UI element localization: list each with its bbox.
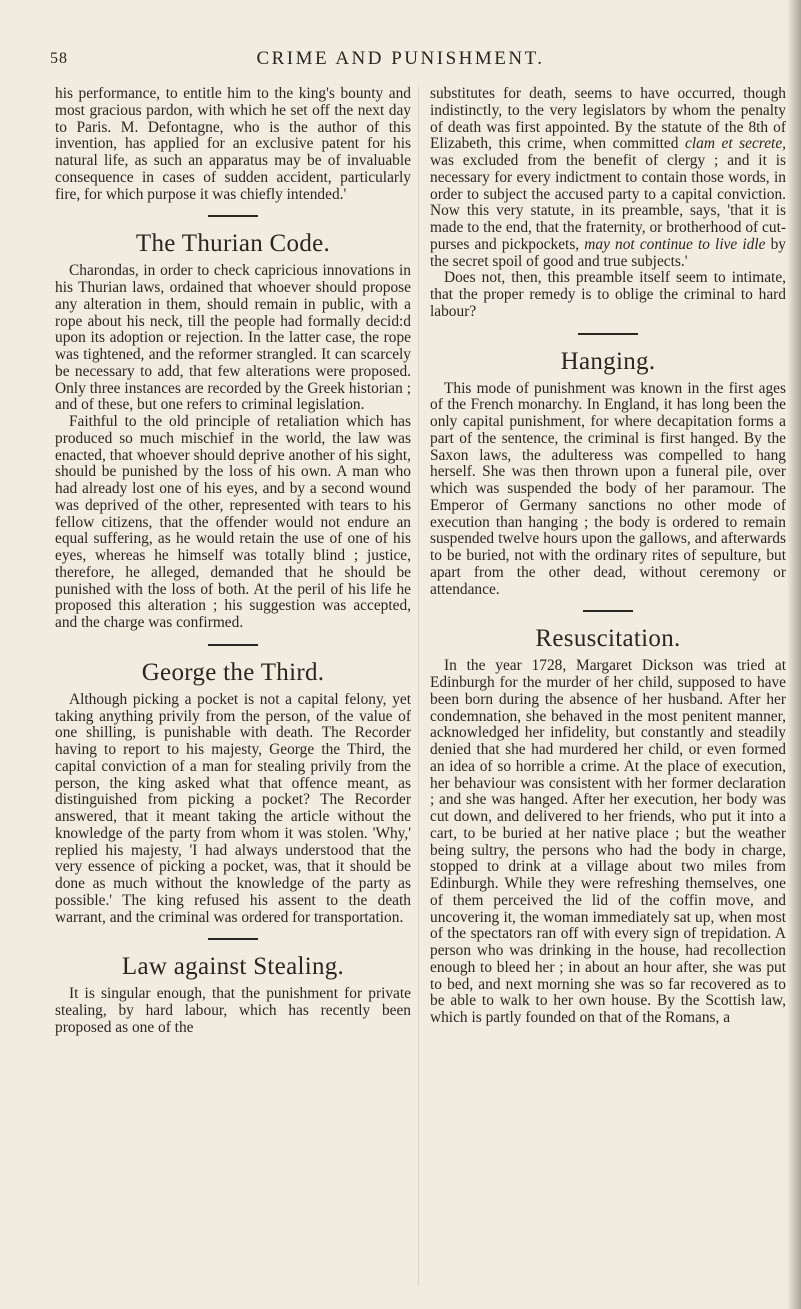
resuscitation-paragraph: In the year 1728, Margaret Dickson was tried at Edinburgh for the murder of her child, supposed to have been born during the absence of her husband. After her condemnation, she behaved in the most penitent manner, acknowledged her infidelity, but constantly and steadily denied that she had murdered her child, or even formed an idea of so horrible a crime. At the place of execution, her behaviour was consistent with her former declaration ; and she was hanged. After her execution, her body was cut down, and delivered to her friends, who put it into a cart, to be buried at her native place ; but the weather being sultry, the persons who had the body in charge, stopped to drink at a village about two miles from Edinburgh. While they were refreshing themselves, one of them perceived the lid of the coffin move, and uncovering it, the woman immediately sat up, when most of the spectators ran off with every sign of trepidation. A person who was drinking in the house, had recollection enough to bleed her ; in about an hour after, she was put to bed, and next morning she was so far recovered as to be able to walk to her own house. By the Scottish law, which is partly founded on that of the Romans, a	[430, 657, 786, 1026]
law-paragraph: It is singular enough, that the punishment for private stealing, by hard labour, which has recently been proposed as one of the	[55, 985, 411, 1036]
section-heading-law: Law against Stealing.	[121, 953, 345, 981]
intro-paragraph-right	[430, 86, 786, 270]
thurian-paragraph-2: Faithful to the old principle of retaliation which has produced so much mischief in the world, the law was enacted, that whoever should deprive another of his sight, should be punished by the loss of his own. A man who had already lost one of his eyes, and by a second wound was deprived of the other, represented with tears to his fellow citizens, that the offender would not endure an equal suffering, as he would retain the use of one of his eyes, whereas he himself was totally blind ; justice, therefore, he alleged, demanded that he should be punished with the loss of both. At the peril of his life he proposed this alteration ; his suggestion was accepted, and the charge was confirmed.	[55, 413, 411, 631]
thurian-paragraph-1: Charondas, in order to check capricious innovations in his Thurian laws, ordained that whoever should propose any alteration in them, should remain in public, with a rope about his neck, till the people had formally decid:d upon its adoption or rejection. In the latter case, the rope was tightened, and the reformer strangled. It can scarcely be necessary to add, that few alterations were proposed. Only three instances are recorded by the Greek historian ; and of these, but one refers to criminal legislation.	[55, 262, 411, 414]
section-heading-thurian: The Thurian Code.	[135, 230, 331, 258]
george-paragraph: Although picking a pocket is not a capital felony, yet taking anything privily from the person, of the value of one shilling, is punishable with death. The Recorder having to report to his majesty, George the Third, the capital conviction of a man for stealing privily from the person, the king asked what that offence meant, as distinguished from picking a pocket? The Recorder answered, that it meant taking the article without the knowledge of the party from whom it was stolen. 'Why,' replied his majesty, 'I had always understood that the very essence of picking a pocket, was, that it should be done as much without the knowledge of the party as possible.' The king refused his assent to the death warrant, and the criminal was ordered for transportation.	[55, 690, 411, 926]
section-divider	[583, 610, 633, 612]
running-title: CRIME AND PUNISHMENT.	[256, 48, 545, 69]
section-heading-george: George the Third.	[141, 658, 325, 686]
intro-text-3: by the secret spoil of good and true subjects.'	[430, 235, 786, 270]
left-column	[55, 86, 411, 1037]
intro-text-1: substitutes for death, seems to have occurred, though indistinctly, to the very legislators by whom the penalty of death was first appointed. By the statute of the 8th of Elizabeth, this crime, when committed	[430, 85, 786, 153]
intro-italic-phrase: may not continue to live idle	[584, 235, 766, 253]
intro-text-2: was excluded from the benefit of clergy ; and it is necessary for every indictment to contain those words, in order to subject the accused party to a capital conviction. Now this very statute, in its preamble, says, 'that it is made to the end, that the fraternity, or brotherhood of cut-purses and pickpockets,	[430, 152, 786, 253]
section-heading-hanging: Hanging.	[560, 347, 656, 375]
intro-paragraph-left: his performance, to entitle him to the king's bounty and most gracious pardon, with which he set off the next day to Paris. M. Defontagne, who is the author of this invention, has applied for an exclusive patent for his natural life, as such an apparatus may be of invaluable consequence in cases of sudden accident, particularly fire, for which purpose it was chiefly intended.'	[55, 85, 411, 203]
section-heading-resuscitation: Resuscitation.	[535, 625, 681, 653]
section-divider	[208, 938, 258, 940]
page-header	[0, 44, 801, 74]
right-column	[430, 86, 786, 1027]
intro-paragraph-right-2: Does not, then, this preamble itself seem to intimate, that the proper remedy is to oblige the criminal to hard labour?	[430, 269, 786, 320]
section-divider	[578, 333, 638, 335]
hanging-paragraph: This mode of punishment was known in the first ages of the French monarchy. In England, it has long been the only capital punishment, for where decapitation forms a part of the sentence, the criminal is first hanged. By the Saxon laws, the adulteress was compelled to hang herself. She was then thrown upon a funeral pile, over which was suspended the body of her paramour. The Emperor of Germany sanctions no other mode of execution than hanging ; the body is ordered to remain suspended twelve hours upon the gallows, and afterwards to be buried, not with the ordinary rites of sepulture, but apart from the other dead, without ceremony or attendance.	[430, 379, 786, 598]
section-divider	[208, 215, 258, 217]
page-number: 58	[50, 50, 68, 67]
section-divider	[208, 644, 258, 646]
intro-latin-phrase: clam et secrete,	[685, 135, 787, 153]
page-edge-shadow	[787, 0, 801, 1309]
column-gutter	[418, 86, 419, 1286]
